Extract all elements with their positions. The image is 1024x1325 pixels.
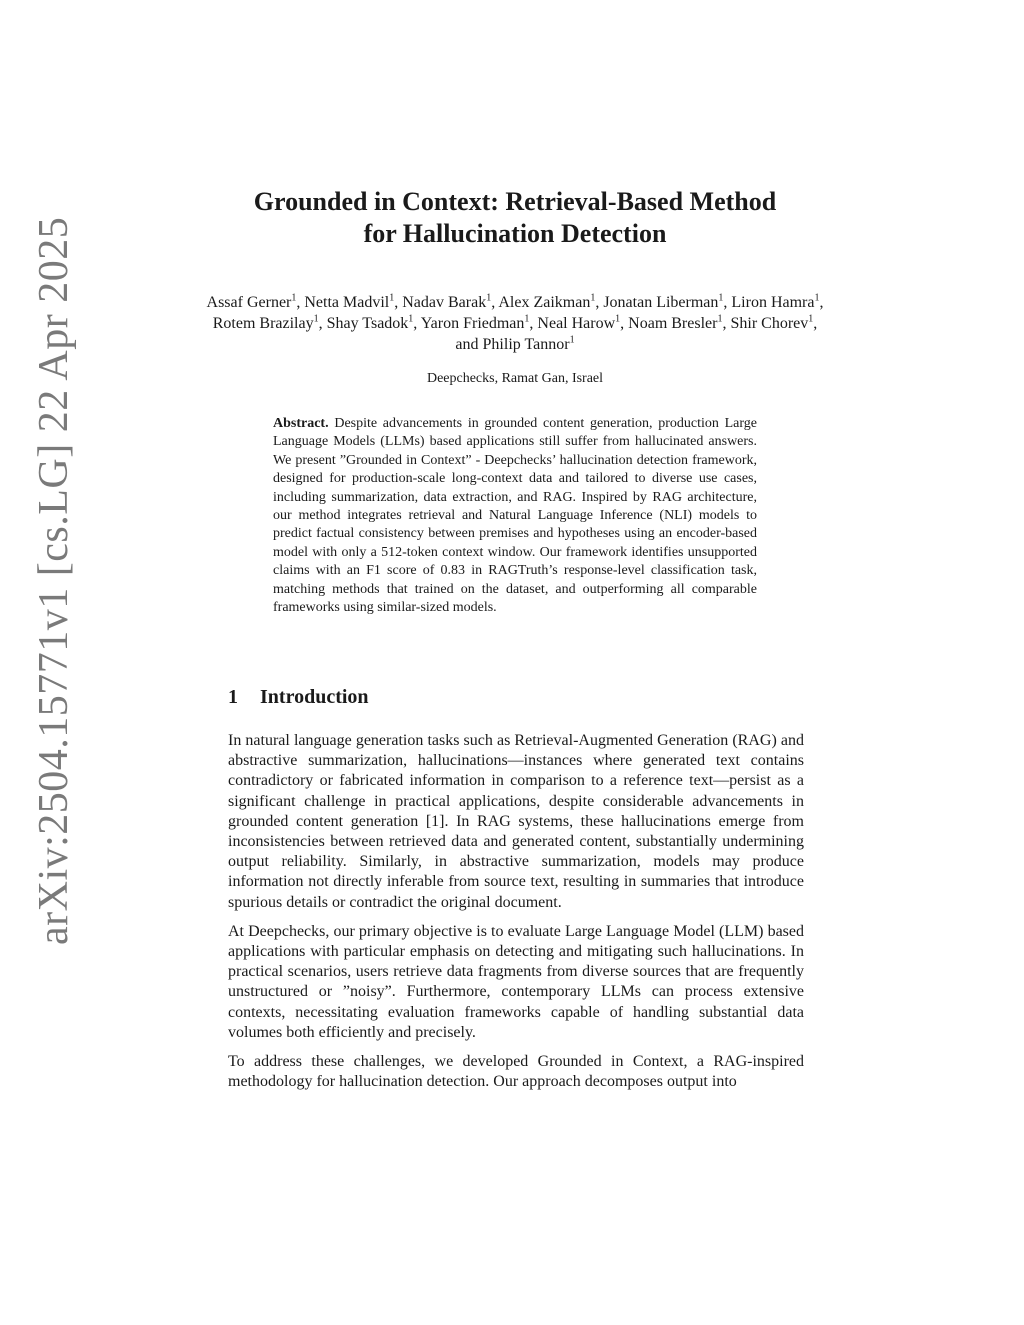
arxiv-identifier-stamp: arXiv:2504.15771v1 [cs.LG] 22 Apr 2025 (31, 216, 77, 945)
author: Shir Chorev$^1$, and (455, 313, 818, 353)
author: Noam Bresler$^1$, (628, 313, 731, 332)
section-title: Introduction (260, 686, 369, 708)
author-list (200, 292, 830, 355)
section-number: 1 (228, 686, 238, 708)
abstract-text: Despite advancements in grounded content generation, production Large Language Models (LLMs) based applications still suffer from hallucinated answers. We present ”Grounded in Context” - Deepchecks’ hallucination detection framework, designed for production-scale long-context data and tailored to diverse use cases, including summarization, data extraction, and RAG. Inspired by RAG architecture, our method integrates retrieval and Natural Language Inference (NLI) models to predict factual consistency between premises and hypotheses using an encoder-based model with only a 512-token context window. Our framework identifies unsupported claims with an F1 score of 0.83 in RAGTruth’s response-level classification task, matching methods that trained on the dataset, and outperforming all comparable frameworks using similar-sized models. (273, 416, 757, 616)
author: Shay Tsadok$^1$, (326, 313, 421, 332)
abstract-label: Abstract. (273, 416, 329, 431)
author: Assaf Gerner$^1$, (206, 292, 305, 311)
author: Jonatan Liberman$^1$, (603, 292, 732, 311)
title-line-1: Grounded in Context: Retrieval-Based Method (253, 187, 777, 216)
affiliation: Deepchecks, Ramat Gan, Israel (426, 371, 604, 386)
title-line-2: for Hallucination Detection (363, 219, 667, 248)
author: Yaron Friedman$^1$, (420, 313, 538, 332)
abstract (273, 415, 757, 617)
section-body (228, 731, 804, 1101)
author: Alex Zaikman$^1$, (498, 292, 604, 311)
author: Rotem Brazilay$^1$, (212, 313, 327, 332)
paragraph: In natural language generation tasks such as Retrieval-Augmented Generation (RAG) and abstractive summarization, hallucinations—instances where generated text contains contradictory or fabricated information in comparison to a reference text—persist as a significant challenge in practical applications, despite considerable advancements in grounded content generation [1]. In RAG systems, these hallucinations emerge from inconsistencies between retrieved data and generated content, substantially undermining output reliability. Similarly, in abstractive summarization, models may produce information not directly inferable from source text, resulting in summaries that introduce spurious details or contradict the original document. (228, 732, 804, 911)
author: Nadav Barak$^1$, (402, 292, 499, 311)
author: Philip Tannor$^1$ (482, 334, 575, 353)
author: Liron Hamra$^1$, (731, 292, 824, 311)
author: Netta Madvil$^1$, (304, 292, 403, 311)
paragraph: To address these challenges, we developed Grounded in Context, a RAG-inspired methodology for hallucination detection. Our approach decomposes output into (228, 1053, 804, 1091)
paragraph: At Deepchecks, our primary objective is to evaluate Large Language Model (LLM) based applications with particular emphasis on detecting and mitigating such hallucinations. In practical scenarios, users retrieve data fragments from diverse sources that are frequently unstructured or ”noisy”. Furthermore, contemporary LLMs can process extensive contexts, necessitating evaluation frameworks capable of handling substantial data volumes both efficiently and precisely. (228, 922, 804, 1041)
section-heading (228, 686, 369, 709)
paper-title (200, 186, 830, 250)
author: Neal Harow$^1$, (537, 313, 629, 332)
